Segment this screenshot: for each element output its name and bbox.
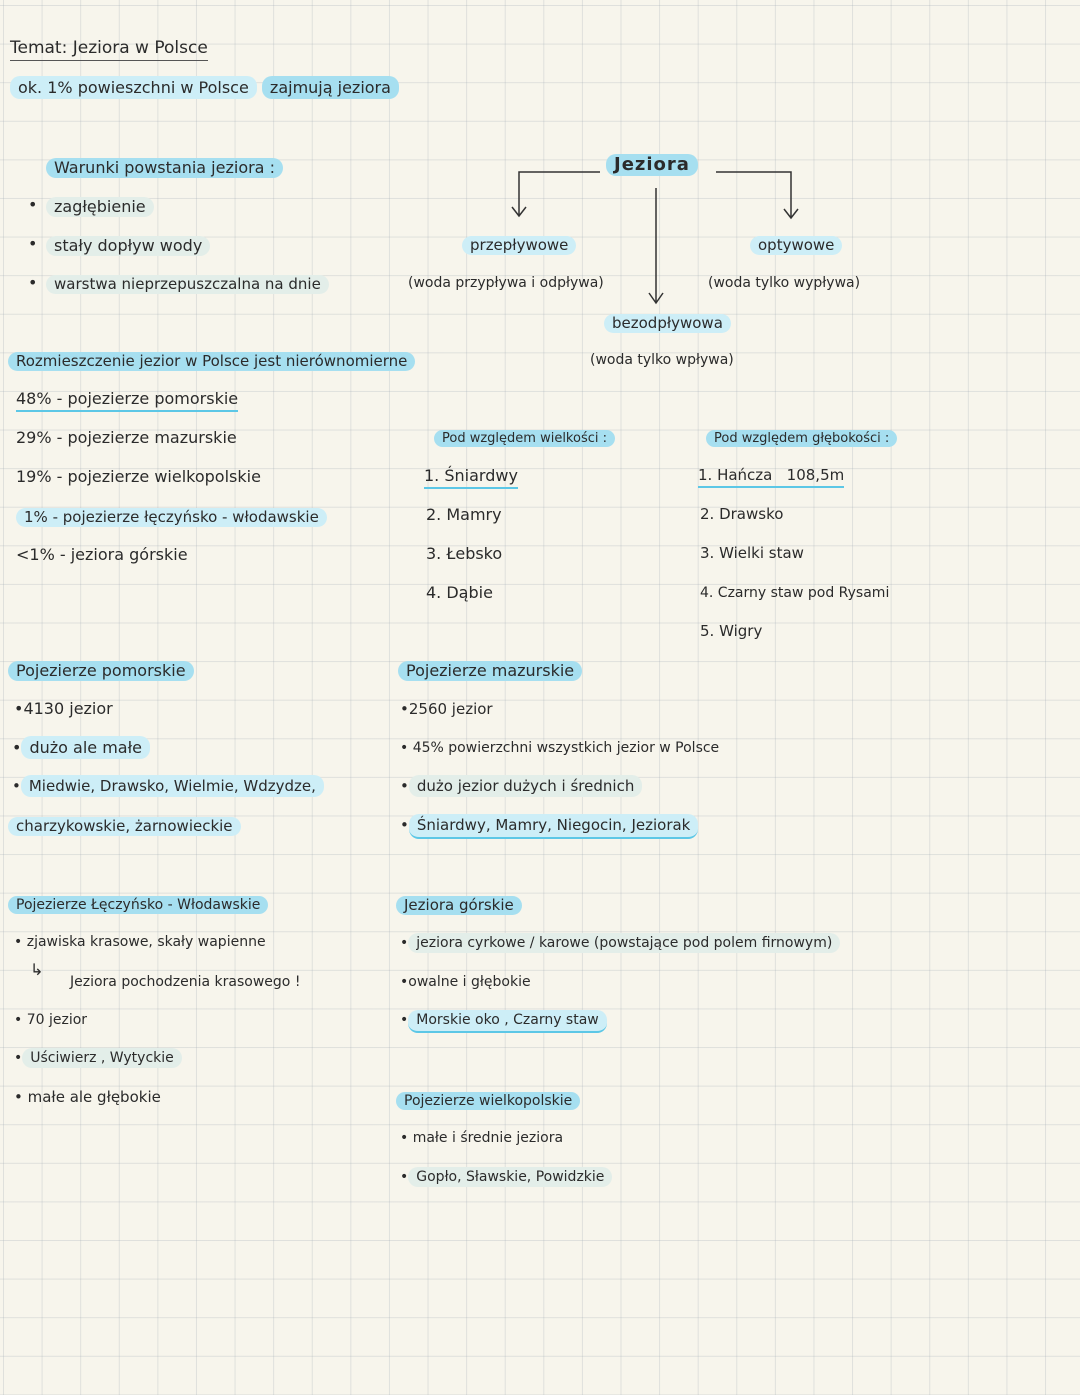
intro-text: ok. 1% powieszchni w Polsce <box>10 76 257 99</box>
leczynsko-item-1-text: zjawiska krasowe, skały wapienne <box>26 934 266 950</box>
depth-item-2: 2. Drawsko <box>700 505 784 523</box>
arrow-right <box>716 172 798 218</box>
pomorskie-heading: Pojezierze pomorskie <box>8 661 194 681</box>
gorskie-heading: Jeziora górskie <box>396 896 522 915</box>
size-item-2: 2. Mamry <box>426 505 502 524</box>
diagram-center-label: bezodpływowa <box>604 314 731 333</box>
pomorskie-item-2: • dużo ale małe <box>12 740 150 756</box>
conditions-item-2: stały dopływ wody <box>46 236 210 256</box>
gorskie-item-1-text: jeziora cyrkowe / karowe (powstające pod polem firnowym) <box>408 933 840 953</box>
pomorskie-item-3: • Miedwie, Drawsko, Wielmie, Wdzydze, <box>12 779 324 794</box>
leczynsko-heading: Pojezierze Łęczyńsko - Włodawskie <box>8 896 268 914</box>
depth-heading: Pod względem głębokości : <box>706 430 897 447</box>
conditions-heading: Warunki powstania jeziora : <box>46 158 283 178</box>
intro-highlight: zajmują jeziora <box>262 76 399 99</box>
diagram-root: Jeziora <box>606 154 698 176</box>
wielkopolskie-item-1: • małe i średnie jeziora <box>400 1130 564 1146</box>
depth-item-4: 4. Czarny staw pod Rysami <box>700 585 890 601</box>
page-title: Temat: Jeziora w Polsce <box>10 40 208 61</box>
size-item-4: 4. Dąbie <box>426 583 493 602</box>
distribution-item-1: 48% - pojezierze pomorskie <box>16 391 238 412</box>
leczynsko-item-3: • Uściwierz , Wytyckie <box>14 1051 182 1065</box>
leczynsko-item-2: • 70 jezior <box>14 1012 88 1028</box>
diagram-center-desc: (woda tylko wpływa) <box>590 352 734 368</box>
gorskie-item-3-text: Morskie oko , Czarny staw <box>408 1010 606 1033</box>
wielkopolskie-item-2: • Gopło, Sławskie, Powidzkie <box>400 1170 612 1184</box>
leczynsko-arrow-icon: ↳ <box>30 960 44 979</box>
conditions-item-3: warstwa nieprzepuszczalna na dnie <box>46 275 329 294</box>
gorskie-item-3: • Morskie oko , Czarny staw <box>400 1013 607 1027</box>
depth-item-3: 3. Wielki staw <box>700 544 804 562</box>
pomorskie-item-3-text: Miedwie, Drawsko, Wielmie, Wdzydze, <box>21 775 324 797</box>
size-heading: Pod względem wielkości : <box>434 430 615 447</box>
depth-item-5: 5. Wigry <box>700 622 763 640</box>
diagram-left-label: przepływowe <box>462 236 576 255</box>
arrow-center <box>649 188 663 303</box>
distribution-item-2: 29% - pojezierze mazurskie <box>16 428 237 447</box>
leczynsko-item-4-text: małe ale głębokie <box>27 1088 161 1106</box>
pomorskie-item-2-text: dużo ale małe <box>21 736 150 759</box>
size-item-1: 1. Śniardwy <box>424 468 518 489</box>
gorskie-item-1: • jeziora cyrkowe / karowe (powstające pod polem firnowym) <box>400 936 840 950</box>
distribution-item-3: 19% - pojezierze wielkopolskie <box>16 467 261 486</box>
mazurskie-item-3-text: dużo jezior dużych i średnich <box>409 775 642 797</box>
distribution-item-4: 1% - pojezierze łęczyńsko - włodawskie <box>16 508 327 527</box>
wielkopolskie-item-2-text: Gopło, Sławskie, Powidzkie <box>408 1167 612 1187</box>
leczynsko-arrow-note: Jeziora pochodzenia krasowego ! <box>70 974 301 990</box>
depth-item-1: 1. Hańcza 108,5m <box>698 468 844 488</box>
pomorskie-continuation: charzykowskie, żarnowieckie <box>8 817 241 836</box>
wielkopolskie-heading: Pojezierze wielkopolskie <box>396 1092 580 1110</box>
leczynsko-item-2-text: 70 jezior <box>26 1012 88 1028</box>
mazurskie-item-4: • Śniardwy, Mamry, Niegocin, Jeziorak <box>400 818 698 833</box>
mazurskie-item-3: • dużo jezior dużych i średnich <box>400 779 642 794</box>
mazurskie-item-1: •2560 jezior <box>400 700 493 718</box>
mazurskie-heading: Pojezierze mazurskie <box>398 661 582 681</box>
size-item-3: 3. Łebsko <box>426 544 503 563</box>
conditions-bullet-3: • <box>28 273 38 292</box>
mazurskie-item-2: • 45% powierzchni wszystkich jezior w Polsce <box>400 740 720 756</box>
leczynsko-item-3-text: Uściwierz , Wytyckie <box>22 1048 182 1068</box>
conditions-item-1: zagłębienie <box>46 197 154 217</box>
pomorskie-item-1: •4130 jezior <box>14 699 113 718</box>
leczynsko-item-4: • małe ale głębokie <box>14 1088 161 1106</box>
diagram-right-desc: (woda tylko wypływa) <box>708 275 861 291</box>
distribution-item-5: <1% - jeziora górskie <box>16 545 188 564</box>
diagram-right-label: optywowe <box>750 236 842 255</box>
mazurskie-item-2-text: 45% powierzchni wszystkich jezior w Polsce <box>412 740 720 756</box>
diagram-left-desc: (woda przypływa i odpływa) <box>408 275 604 291</box>
mazurskie-item-1-text: 2560 jezior <box>408 700 493 718</box>
conditions-bullet-1: • <box>28 195 38 214</box>
arrow-left <box>512 172 600 216</box>
conditions-bullet-2: • <box>28 234 38 253</box>
distribution-heading: Rozmieszczenie jezior w Polsce jest nierównomierne <box>8 352 415 371</box>
gorskie-item-2-text: owalne i głębokie <box>408 974 531 990</box>
leczynsko-item-1: • zjawiska krasowe, skały wapienne <box>14 934 266 950</box>
pomorskie-item-1-text: 4130 jezior <box>23 699 113 718</box>
wielkopolskie-item-1-text: małe i średnie jeziora <box>412 1130 564 1146</box>
mazurskie-item-4-text: Śniardwy, Mamry, Niegocin, Jeziorak <box>409 814 699 839</box>
gorskie-item-2: •owalne i głębokie <box>400 974 531 990</box>
